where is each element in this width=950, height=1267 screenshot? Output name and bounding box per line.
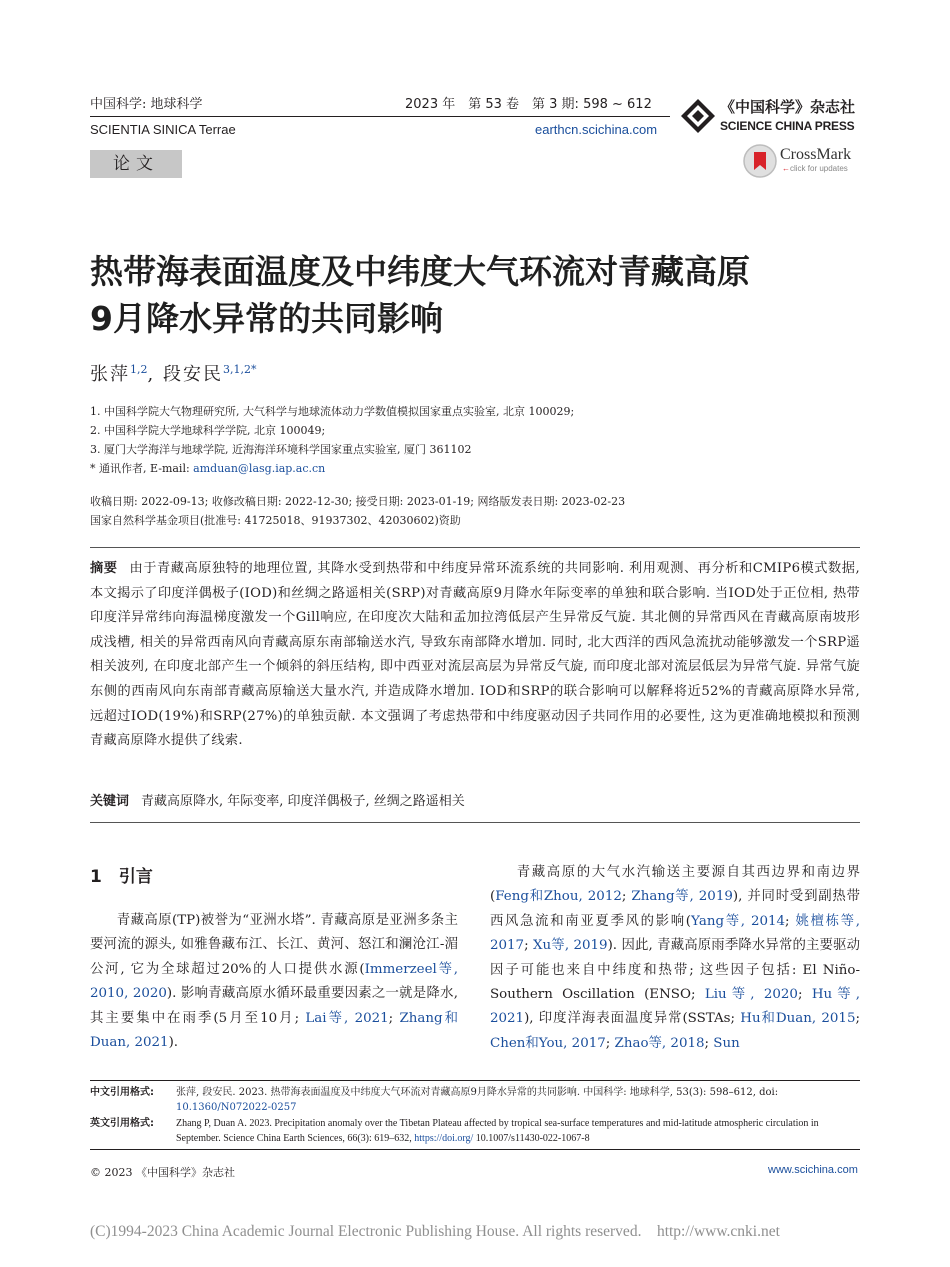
title-line-1: 热带海表面温度及中纬度大气环流对青藏高原 <box>90 252 750 291</box>
crossmark-icon[interactable] <box>742 143 778 179</box>
reference-link[interactable]: Xu等, 2019 <box>533 938 608 954</box>
abstract-label: 摘要 <box>90 561 118 576</box>
article-title <box>90 248 850 342</box>
reference-link[interactable]: Zhang和Duan, 2021 <box>90 1010 459 1051</box>
journal-url-link[interactable]: earthcn.scichina.com <box>535 122 658 137</box>
keywords-bottom-rule <box>90 822 860 823</box>
crossmark-label[interactable]: CrossMark <box>780 146 852 163</box>
reference-link[interactable]: Immerzeel等, 2010, 2020 <box>90 961 458 1002</box>
journal-title-cn: 中国科学: 地球科学 <box>90 97 203 112</box>
citation-cn-label: 中文引用格式: <box>90 1087 154 1098</box>
received-dates: 收稿日期: 2022-09-13; 收修改稿日期: 2022-12-30; 接受日期: 2023-01-19; 网络版发表日期: 2023-02-23 <box>90 495 626 508</box>
doi-link[interactable]: 10.1360/N072022-0257 <box>176 1102 297 1113</box>
author-name: 张萍 <box>90 364 130 385</box>
author-affiliation-sup: 3,1,2* <box>222 363 257 376</box>
reference-link[interactable]: 姚檀栋等, 2017 <box>490 913 860 954</box>
citation-box <box>90 1085 860 1146</box>
section-heading: 1 引言 <box>90 867 153 887</box>
reference-link[interactable]: Feng和Zhou, 2012 <box>495 889 622 905</box>
cnki-watermark: (C)1994-2023 China Academic Journal Electronic Publishing House. All rights reserved. http://www.cnki.net <box>90 1223 780 1240</box>
site-link[interactable]: www.scichina.com <box>768 1164 858 1176</box>
author-name: 段安民 <box>162 364 223 385</box>
citation-cn: 中文引用格式: 张萍, 段安民. 2023. 热带海表面温度及中纬度大气环流对青藏高原9月降水异常的共同影响. 中国科学: 地球科学, 53(3): 598–612, doi: 10.1360/N072022-0257 <box>90 1087 779 1113</box>
abstract <box>90 557 860 754</box>
reference-link[interactable]: Sun <box>713 1035 740 1051</box>
funding-info: 国家自然科学基金项目(批准号: 41725018、91937302、42030602)资助 <box>90 514 461 527</box>
abstract-top-rule <box>90 547 860 548</box>
abstract-text: 由于青藏高原独特的地理位置, 其降水受到热带和中纬度异常环流系统的共同影响. 利用观测、再分析和CMIP6模式数据, 本文揭示了印度洋偶极子(IOD)和丝绸之路遥相关(SRP)对青藏高原9月降水年际变率的单独和联合影响. 当IOD处于正位相, 热带印度洋异常纬向海温梯度激发一个Gill响应, 在印度次大陆和孟加拉湾低层产生异常反气旋. 其北侧的异常西风在青藏高原南坡形成浅槽, 相关的异常西南风向青藏高原东南部输送水汽, 导致东南部降水增加. 同时, 北大西洋的西风急流扰动能够激发一个SRP遥相关波列, 在印度北部产生一个倾斜的斜压结构, 即中西亚对流层高层为异常反气旋, 而印度北部对流层低层为异常气旋. 异常气旋东侧的西南风向东南部青藏高原输送大量水汽, 并造成降水增加. IOD和SRP的联合影响可以解释将近52%的青藏高原降水异常, 远超过IOD(19%)和SRP(27%)的单独贡献. 本文强调了考虑热带和中纬度驱动因子共同作用的必要性, 这为更准确地模拟和预测青藏高原降水提供了线索. <box>90 561 861 749</box>
keywords-label: 关键词 <box>90 794 130 809</box>
reference-link[interactable]: Chen和You, 2017 <box>490 1035 606 1051</box>
citation-en-label: 英文引用格式: <box>90 1118 154 1129</box>
reference-link[interactable]: Hu和Duan, 2015 <box>740 1011 856 1027</box>
citation-top-rule <box>90 1080 860 1081</box>
copyright: © 2023 《中国科学》杂志社 <box>90 1166 235 1179</box>
issue-info: 2023 年 第 53 卷 第 3 期: 598 ~ 612 <box>405 97 652 112</box>
reference-link[interactable]: Lai等, 2021 <box>305 1010 389 1026</box>
article-type-badge: 论文 <box>90 150 182 178</box>
intro-left-column: 青藏高原(TP)被誉为“亚洲水塔”. 青藏高原是亚洲多条主要河流的源头, 如雅鲁藏布江、长江、黄河、怒江和澜沧江-湄公河, 它为全球超过20%的人口提供水源(Immerzeel等, 2010, 2020). 影响青藏高原水循环最重要因素之一就是降水, 其主要集中在雨季(5月至10月; Lai等, 2021; Zhang和Duan, 2021). <box>90 913 459 1051</box>
author-affiliation-sup: 1,2 <box>130 363 148 376</box>
publisher-name-cn: 《中国科学》杂志社 <box>720 98 856 116</box>
affiliation-item: 3. 厦门大学海洋与地球学院, 近海海洋环境科学国家重点实验室, 厦门 361102 <box>90 443 472 456</box>
science-china-press-logo-icon <box>680 98 716 134</box>
corresponding-author: * 通讯作者, E-mail: amduan@lasg.iap.ac.cn <box>90 462 326 475</box>
doi-link[interactable]: https://doi.org/ <box>414 1133 474 1144</box>
publisher-name-en: SCIENCE CHINA PRESS <box>720 119 855 133</box>
author-separator: , <box>147 364 163 385</box>
citation-bottom-rule <box>90 1149 860 1150</box>
reference-link[interactable]: Yang等, 2014 <box>691 913 786 929</box>
title-line-2: 9月降水异常的共同影响 <box>90 299 443 338</box>
email-link[interactable]: amduan@lasg.iap.ac.cn <box>193 462 326 475</box>
affiliation-item: 2. 中国科学院大学地球科学学院, 北京 100049; <box>90 424 326 437</box>
reference-link[interactable]: Zhang等, 2019 <box>631 889 733 905</box>
reference-link[interactable]: Hu等, 2021 <box>490 987 860 1027</box>
citation-en: 英文引用格式: Zhang P, Duan A. 2023. Precipitation anomaly over the Tibetan Plateau affected by tropical sea-surface temperatures and mid-latitude atmospheric circulation in September. Science China Earth Sciences, 66(3): 619–632, https://doi.org/ 10.1007/s11430-022-1067-8 <box>90 1118 819 1144</box>
header-rule <box>90 116 670 117</box>
reference-link[interactable]: Zhao等, 2018 <box>614 1035 705 1051</box>
keywords <box>90 790 465 809</box>
intro-right-column: 青藏高原的大气水汽输送主要源自其西边界和南边界(Feng和Zhou, 2012; Zhang等, 2019), 并同时受到副热带西风急流和南亚夏季风的影响(Yang等, 2014; 姚檀栋等, 2017; Xu等, 2019). 因此, 青藏高原雨季降水异常的主要驱动因子可能也来自中纬度和热带; 这些因子包括: El Niño-Southern Oscillation (ENSO; Liu等, 2020; Hu等, 2021), 印度洋海表面温度异常(SSTAs; Hu和Duan, 2015; Chen和You, 2017; Zhao等, 2018; Sun <box>490 865 861 1051</box>
journal-title-en: SCIENTIA SINICA Terrae <box>90 122 236 137</box>
crossmark-sub-label: ←click for updates <box>782 164 848 173</box>
arrow-left-icon: ← <box>782 164 790 173</box>
author-list <box>90 360 256 386</box>
reference-link[interactable]: Liu等, 2020 <box>704 987 798 1003</box>
affiliation-item: 1. 中国科学院大气物理研究所, 大气科学与地球流体动力学数值模拟国家重点实验室, 北京 100029; <box>90 405 575 418</box>
keywords-text: 青藏高原降水, 年际变率, 印度洋偶极子, 丝绸之路遥相关 <box>141 794 465 809</box>
